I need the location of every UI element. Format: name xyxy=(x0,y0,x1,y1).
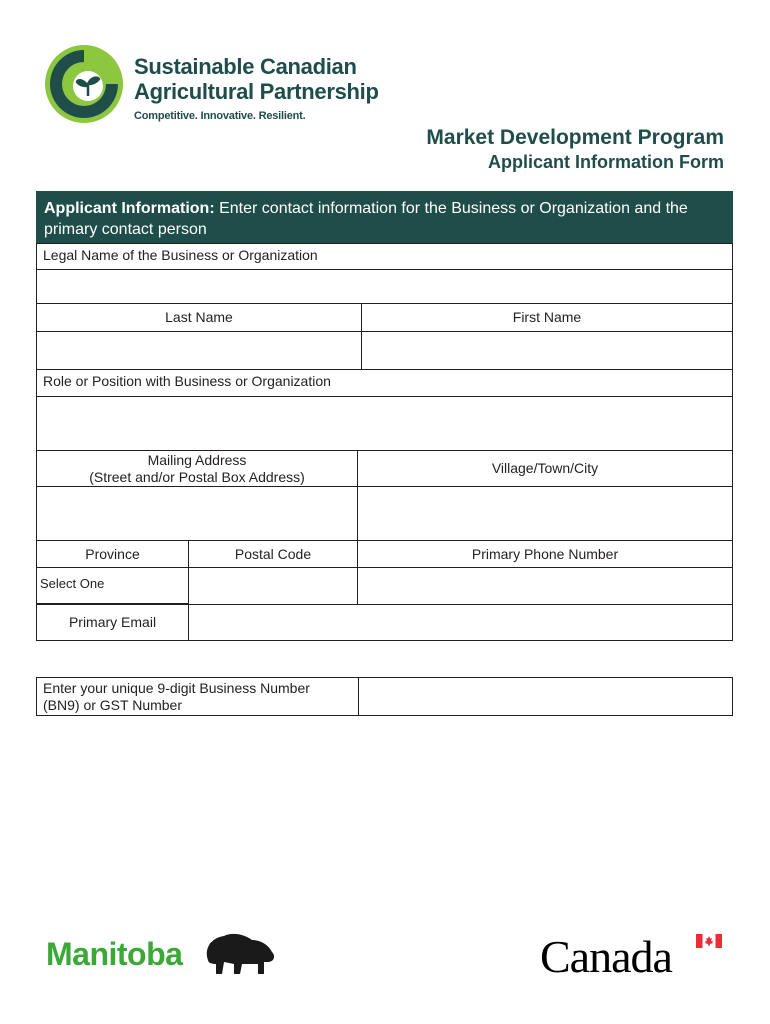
last-name-label: Last Name xyxy=(36,303,362,332)
bn9-label xyxy=(36,677,359,716)
canada-wordmark xyxy=(540,930,730,982)
partnership-name-line2: Agricultural Partnership xyxy=(134,79,379,104)
legal-name-label: Legal Name of the Business or Organization xyxy=(36,243,733,270)
mailing-address-label-line1: Mailing Address xyxy=(147,451,247,468)
mailing-address-label xyxy=(36,450,358,487)
city-label: Village/Town/City xyxy=(357,450,733,487)
bn9-label-line2: (BN9) or GST Number xyxy=(43,697,182,713)
province-label: Province xyxy=(36,540,189,568)
canada-wordmark-text: Canada xyxy=(540,931,672,982)
program-title: Market Development Program xyxy=(426,126,724,149)
canada-flag-icon xyxy=(696,934,722,948)
email-label: Primary Email xyxy=(36,604,189,641)
legal-name-field[interactable] xyxy=(36,269,733,304)
phone-field[interactable] xyxy=(357,567,733,605)
email-field[interactable] xyxy=(188,604,733,641)
partnership-name-line1: Sustainable Canadian xyxy=(134,54,357,79)
form-title: Applicant Information Form xyxy=(488,152,724,172)
leaf-circle-icon xyxy=(44,44,124,124)
manitoba-logo xyxy=(46,930,278,980)
bn9-field[interactable] xyxy=(358,677,733,716)
first-name-field[interactable] xyxy=(361,331,733,370)
last-name-field[interactable] xyxy=(36,331,362,370)
bn9-label-line1: Enter your unique 9-digit Business Number xyxy=(43,680,310,696)
section-header xyxy=(36,191,733,243)
partnership-name xyxy=(134,54,379,104)
manitoba-wordmark: Manitoba xyxy=(46,936,183,972)
postal-code-label: Postal Code xyxy=(188,540,358,568)
partnership-logo xyxy=(44,44,394,128)
postal-code-field[interactable] xyxy=(188,567,358,605)
bison-icon xyxy=(202,930,278,978)
first-name-label: First Name xyxy=(361,303,733,332)
section-heading-text: Enter contact information for the Business or Organization and the primary contact person xyxy=(44,200,688,238)
city-field[interactable] xyxy=(357,486,733,541)
province-select[interactable]: Select One xyxy=(36,567,189,604)
applicant-form xyxy=(36,191,733,713)
phone-label: Primary Phone Number xyxy=(357,540,733,568)
role-field[interactable] xyxy=(36,396,733,451)
partnership-tagline: Competitive. Innovative. Resilient. xyxy=(134,110,306,122)
mailing-address-label-line2: (Street and/or Postal Box Address) xyxy=(89,468,305,485)
section-heading-bold: Applicant Information: xyxy=(44,200,215,217)
role-label: Role or Position with Business or Organization xyxy=(36,369,733,397)
mailing-address-field[interactable] xyxy=(36,486,358,541)
